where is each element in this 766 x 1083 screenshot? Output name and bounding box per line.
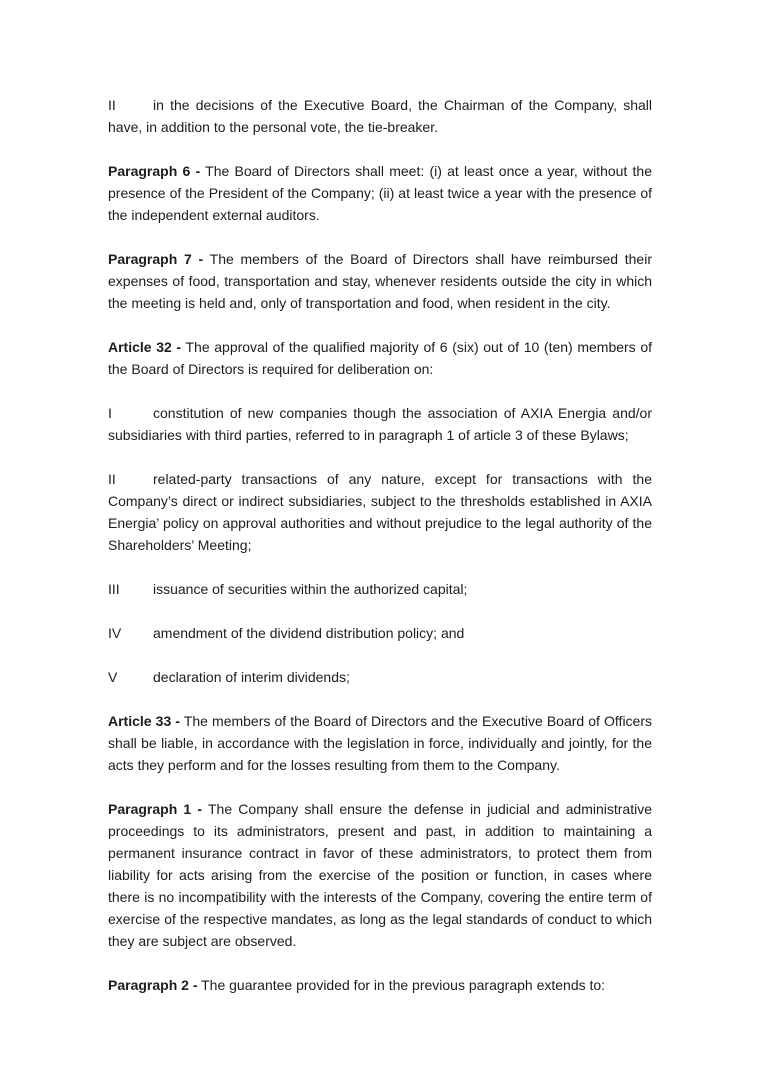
list-numeral: III [108,581,120,597]
list-numeral: I [108,405,112,421]
paragraph-label: Article 33 - [108,713,180,729]
paragraph [108,710,652,776]
list-item-paragraph [108,666,652,688]
list-item-paragraph [108,94,652,138]
list-item-paragraph [108,402,652,446]
paragraph-label: Paragraph 1 - [108,801,203,817]
paragraph-text: The members of the Board of Directors shall have reimbursed their expenses of food, transportation and stay, whenever residents outside the city in which the meeting is held and, only of transportation and food, when resident in the city. [108,251,652,311]
list-numeral: V [108,669,118,685]
paragraph-text: The guarantee provided for in the previous paragraph extends to: [201,977,606,993]
list-numeral: II [108,97,116,113]
paragraph-label: Paragraph 2 - [108,977,198,993]
paragraph [108,248,652,314]
paragraph-text: related-party transactions of any nature, except for transactions with the Company’s direct or indirect subsidiaries, subject to the thresholds established in AXIA Energia’ policy on approval authorities and without prejudice to the legal authority of the Shareholders’ Meeting; [108,471,652,553]
paragraph-label: Paragraph 6 - [108,163,201,179]
list-item-paragraph [108,622,652,644]
paragraph-text: in the decisions of the Executive Board, the Chairman of the Company, shall have, in addition to the personal vote, the tie-breaker. [108,97,652,135]
paragraph-text: The Board of Directors shall meet: (i) at least once a year, without the presence of the President of the Company; (ii) at least twice a year with the presence of the independent external auditors. [108,163,653,223]
paragraph [108,336,652,380]
list-numeral: II [108,471,116,487]
paragraph [108,798,652,952]
paragraph-text: The members of the Board of Directors and the Executive Board of Officers shall be liable, in accordance with the legislation in force, individually and jointly, for the acts they perform and for the losses resulting from them to the Company. [108,713,653,773]
paragraph-text: amendment of the dividend distribution policy; and [153,625,465,641]
list-item-paragraph [108,468,652,556]
paragraph-text: issuance of securities within the authorized capital; [153,581,468,597]
paragraph-text: declaration of interim dividends; [153,669,350,685]
paragraph-text: The Company shall ensure the defense in judicial and administrative proceedings to its administrators, present and past, in addition to maintaining a permanent insurance contract in favor of these administrators, to protect them from liability for acts arising from the exercise of the position or function, in cases where there is no incompatibility with the interests of the Company, covering the entire term of exercise of the respective mandates, as long as the legal standards of conduct to which they are subject are observed. [108,801,652,949]
paragraph-text: The approval of the qualified majority of 6 (six) out of 10 (ten) members of the Board of Directors is required for deliberation on: [108,339,652,377]
paragraph [108,974,652,996]
paragraph-label: Article 32 - [108,339,182,355]
paragraph [108,160,652,226]
paragraph-text: constitution of new companies though the association of AXIA Energia and/or subsidiaries with third parties, referred to in paragraph 1 of article 3 of these Bylaws; [108,405,652,443]
list-numeral: IV [108,625,122,641]
list-item-paragraph [108,578,652,600]
paragraph-label: Paragraph 7 - [108,251,204,267]
